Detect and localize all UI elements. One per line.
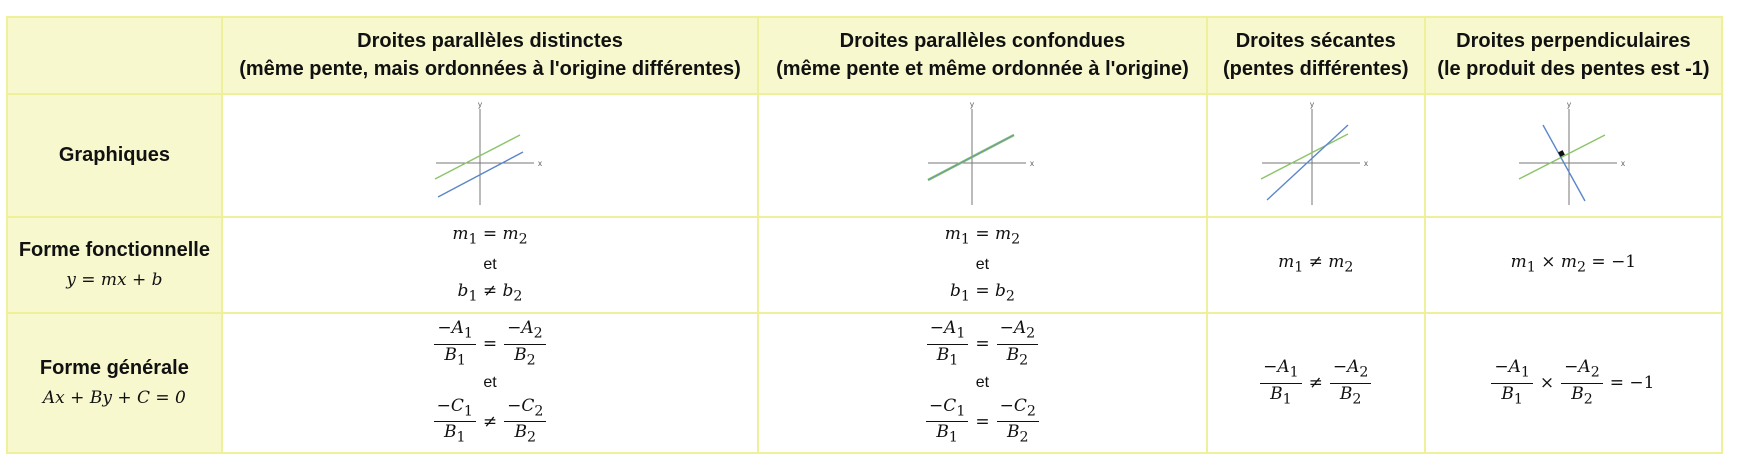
line-green xyxy=(435,135,520,179)
corner-cell xyxy=(7,17,222,94)
graph-parallel-distinct xyxy=(430,101,550,205)
row-label-generale xyxy=(7,313,222,453)
row-formula: y = mx + b xyxy=(66,269,163,290)
y-axis-label: y xyxy=(1309,100,1314,109)
line-green xyxy=(1261,134,1348,179)
graph-cell-parallel-distinct xyxy=(222,94,758,217)
equation-a-ratio-equal: $\frac{-A_1}{B_1}$ = $\frac{-A_2}{B_2}$ xyxy=(431,318,548,370)
header-perpendicular xyxy=(1425,17,1722,94)
equation-c-ratio-not-equal: $\frac{-C_1}{B_1}$ ≠ $\frac{-C_2}{B_2}$ xyxy=(431,396,550,448)
header-parallel-coincident xyxy=(758,17,1207,94)
functional-parallel-coincident xyxy=(758,217,1207,313)
y-axis-label: y xyxy=(970,100,975,109)
header-line2: (pentes différentes) xyxy=(1222,58,1409,81)
equation-m1-not-equal-m2: $m_1 \ne m_2$ xyxy=(1278,252,1354,276)
et-label: et xyxy=(975,255,990,273)
functional-intersecting xyxy=(1207,217,1425,313)
equation-a-ratio-product: $\frac{-A_1}{B_1}$ × $\frac{-A_2}{B_2}$ = −1 xyxy=(1488,357,1658,409)
header-row xyxy=(7,17,1722,94)
graph-perpendicular xyxy=(1513,101,1633,205)
x-axis-label: x xyxy=(537,158,542,168)
row-label: Forme fonctionnelle xyxy=(18,238,210,261)
header-parallel-distinct xyxy=(222,17,758,94)
equation-b1-equals-b2: $b_1 = b_2$ xyxy=(950,280,1015,305)
row-label-graphiques xyxy=(7,94,222,217)
graph-cell-parallel-coincident xyxy=(758,94,1207,217)
functional-parallel-distinct xyxy=(222,217,758,313)
header-line1: Droites parallèles distinctes xyxy=(357,30,623,53)
x-axis-label: x xyxy=(1621,158,1626,168)
functional-form-row xyxy=(7,217,1722,313)
line-green xyxy=(1519,135,1605,179)
row-formula: Ax + By + C = 0 xyxy=(42,388,186,409)
comparison-table-wrapper xyxy=(6,16,1723,454)
equation-m1-times-m2: $m_1 \times m_2 = -1$ xyxy=(1510,252,1637,276)
graph-cell-perpendicular xyxy=(1425,94,1722,217)
header-line1: Droites sécantes xyxy=(1235,30,1396,53)
header-line2: (même pente, mais ordonnées à l'origine différentes) xyxy=(239,58,741,81)
general-form-row xyxy=(7,313,1722,453)
header-line2: (le produit des pentes est -1) xyxy=(1437,58,1710,81)
general-parallel-coincident xyxy=(758,313,1207,453)
row-label: Graphiques xyxy=(58,144,170,167)
et-label: et xyxy=(483,374,497,392)
x-axis-label: x xyxy=(1363,158,1368,168)
header-line1: Droites perpendiculaires xyxy=(1456,30,1691,53)
et-label: et xyxy=(483,255,497,273)
equation-a-ratio-not-equal: $\frac{-A_1}{B_1}$ ≠ $\frac{-A_2}{B_2}$ xyxy=(1257,357,1374,409)
header-line1: Droites parallèles confondues xyxy=(839,30,1126,53)
functional-perpendicular xyxy=(1425,217,1722,313)
graph-intersecting xyxy=(1256,101,1376,205)
graph-parallel-coincident xyxy=(922,101,1042,205)
x-axis-label: x xyxy=(1030,158,1035,168)
et-label: et xyxy=(975,374,990,392)
header-intersecting xyxy=(1207,17,1425,94)
y-axis-label: y xyxy=(477,100,482,109)
header-line2: (même pente et même ordonnée à l'origine) xyxy=(776,58,1189,81)
comparison-table xyxy=(6,16,1723,454)
general-perpendicular xyxy=(1425,313,1722,453)
equation-m1-equals-m2: $m_1 = m_2$ xyxy=(944,223,1021,247)
row-label: Forme générale xyxy=(39,357,189,380)
equation-b1-not-equal-b2: $b_1 \ne b_2$ xyxy=(457,280,523,305)
equation-m1-equals-m2: $m_1 = m_2$ xyxy=(452,223,528,247)
general-parallel-distinct xyxy=(222,313,758,453)
graphs-row xyxy=(7,94,1722,217)
equation-a-ratio-equal: $\frac{-A_1}{B_1}$ = $\frac{-A_2}{B_2}$ xyxy=(924,318,1041,370)
equation-c-ratio-equal: $\frac{-C_1}{B_1}$ = $\frac{-C_2}{B_2}$ xyxy=(923,396,1042,448)
line-blue xyxy=(928,135,1014,180)
y-axis-label: y xyxy=(1567,100,1572,109)
general-intersecting xyxy=(1207,313,1425,453)
row-label-fonctionnelle xyxy=(7,217,222,313)
graph-cell-intersecting xyxy=(1207,94,1425,217)
